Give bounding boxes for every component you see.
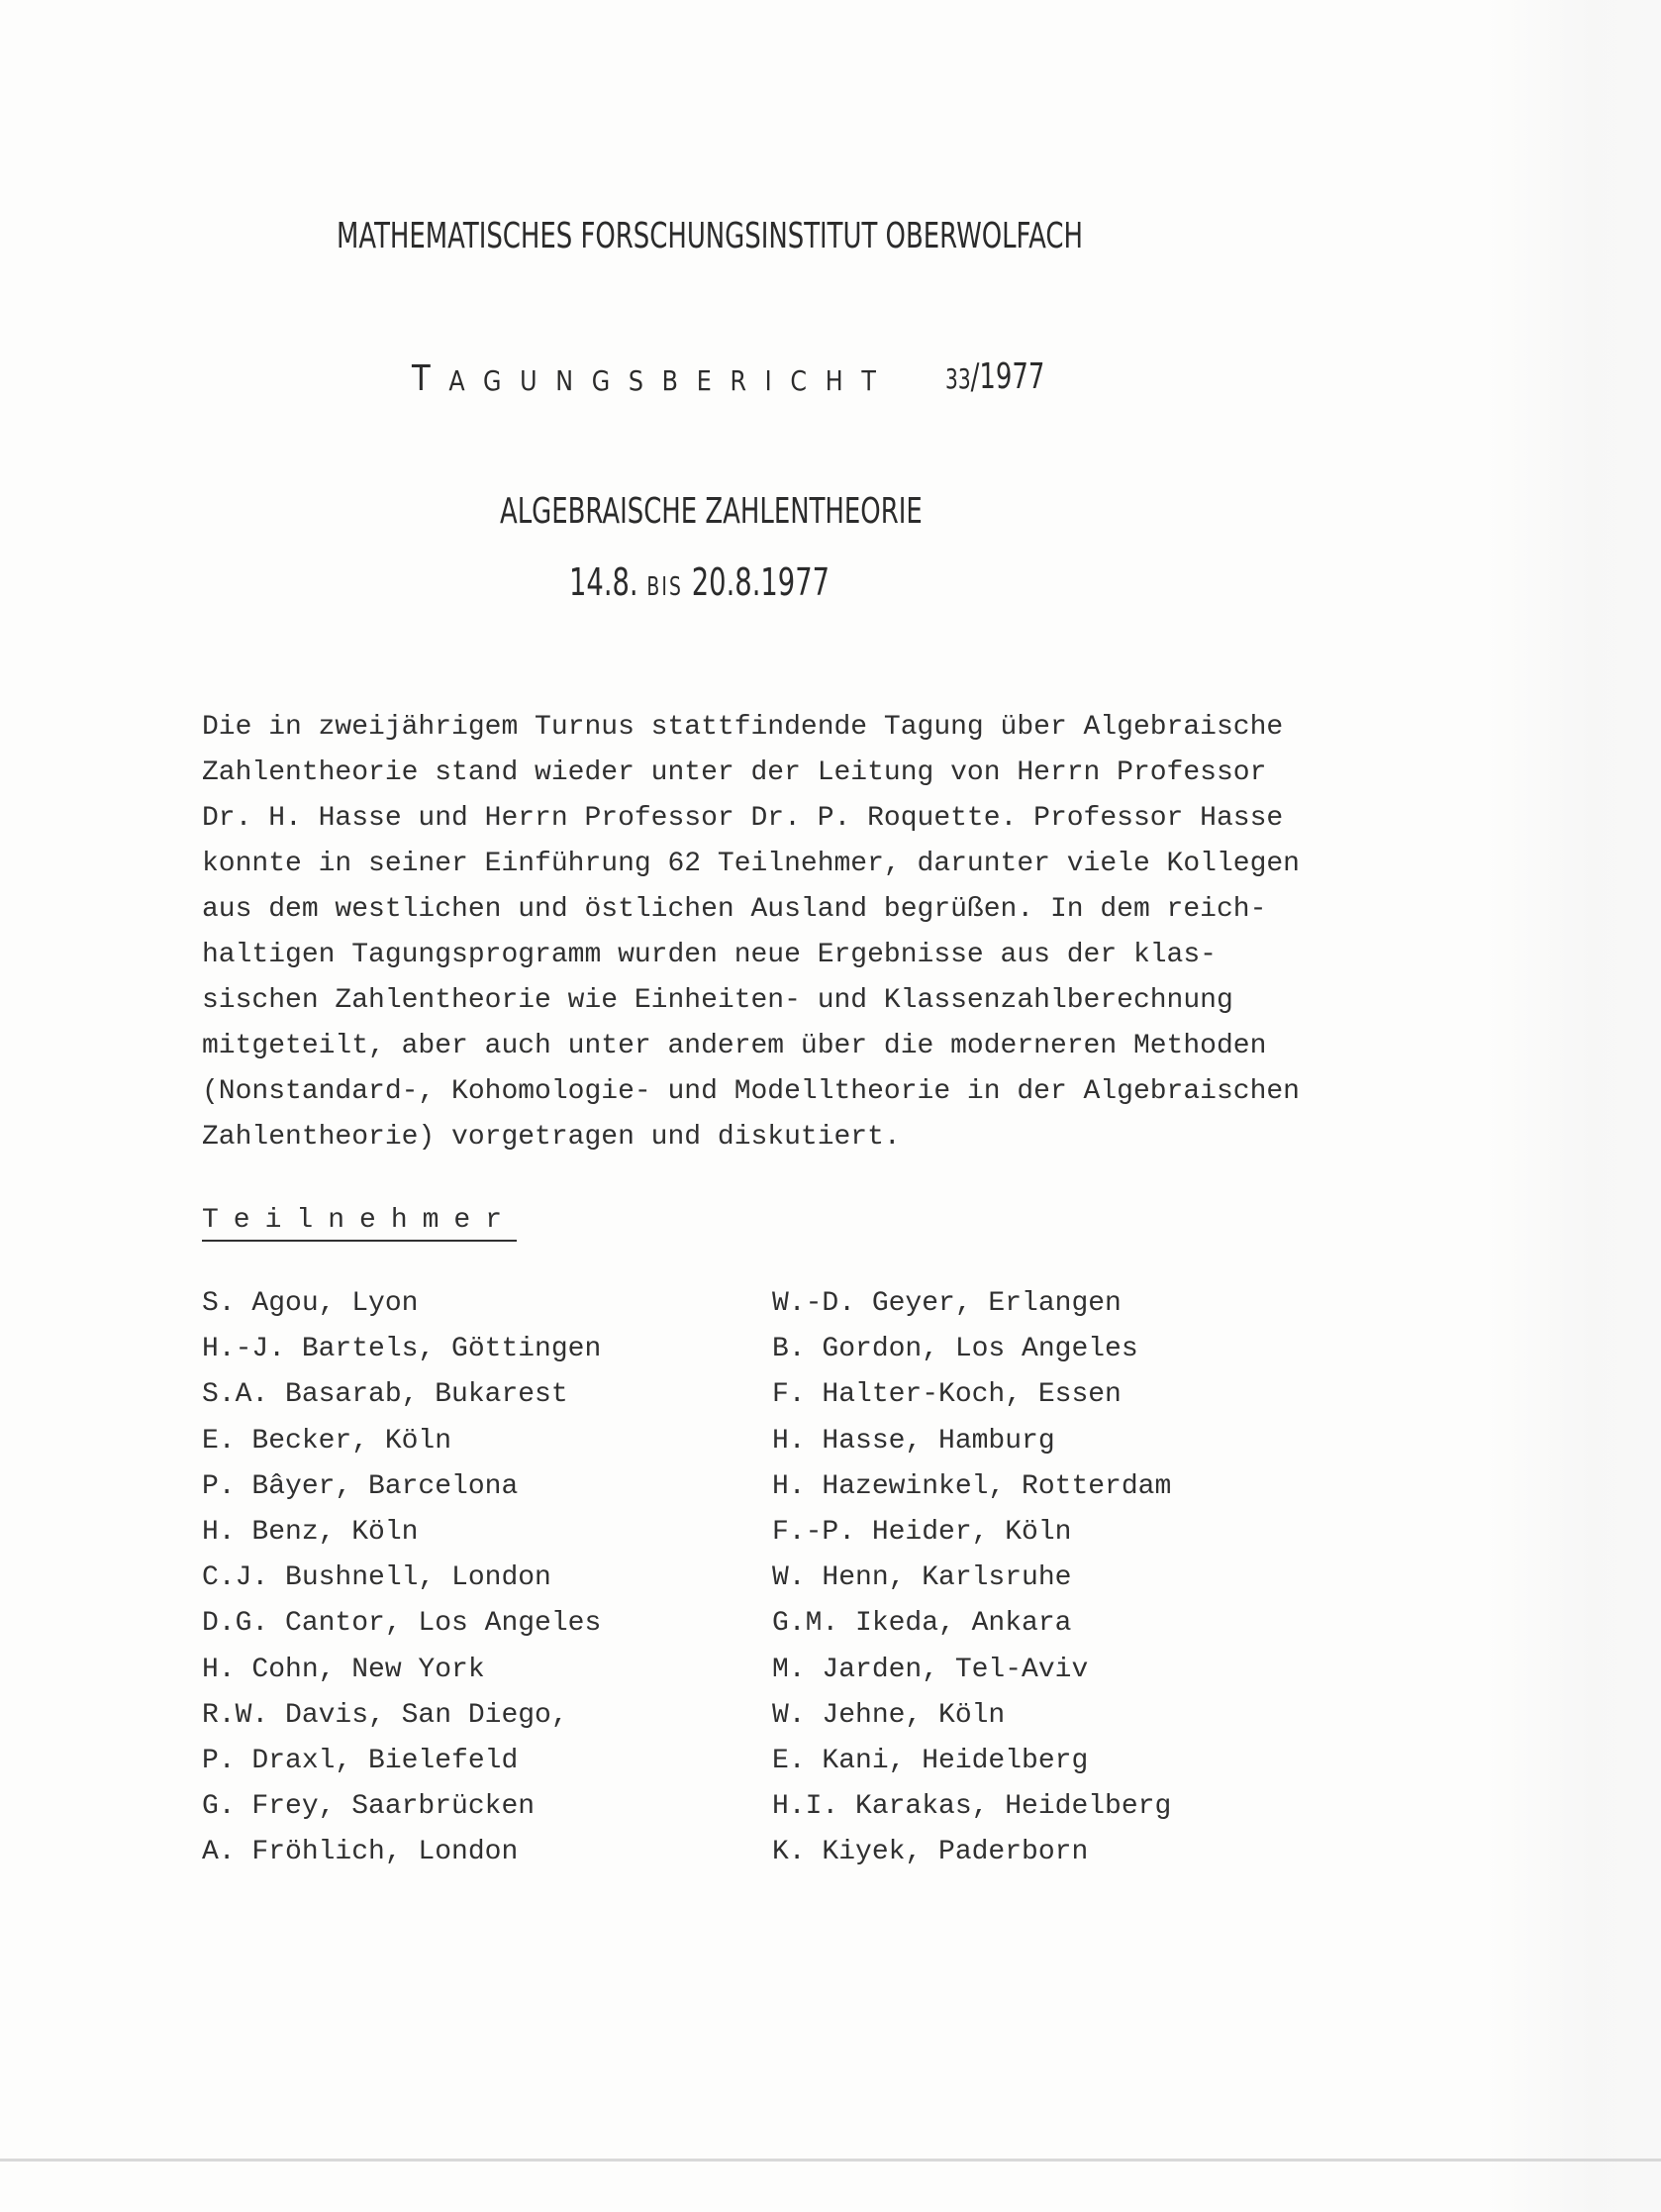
participant-entry: A. Fröhlich, London bbox=[202, 1837, 519, 1868]
participant-entry: K. Kiyek, Paderborn bbox=[772, 1837, 1089, 1868]
participants-left-column bbox=[202, 1281, 601, 1875]
participant-entry: H. Hasse, Hamburg bbox=[772, 1425, 1055, 1457]
participant-entry: H. Hazewinkel, Rotterdam bbox=[772, 1470, 1172, 1502]
intro-line: aus dem westlichen und östlichen Ausland begrüßen. In dem reich- bbox=[202, 894, 1267, 925]
report-number-year: /1977 bbox=[970, 356, 1045, 397]
participant-entry: H. Cohn, New York bbox=[202, 1654, 485, 1685]
participant-entry: F.-P. Heider, Köln bbox=[772, 1516, 1072, 1548]
intro-line: konnte in seiner Einführung 62 Teilnehmer, darunter viele Kollegen bbox=[202, 849, 1300, 879]
participant-entry: W. Henn, Karlsruhe bbox=[772, 1562, 1072, 1594]
conference-dates bbox=[569, 560, 830, 604]
intro-line: Zahlentheorie) vorgetragen und diskutiert. bbox=[202, 1122, 901, 1153]
institute-title: MATHEMATISCHES FORSCHUNGSINSTITUT OBERWOLFACH bbox=[337, 216, 1083, 256]
participant-entry: S.A. Basarab, Bukarest bbox=[202, 1379, 568, 1411]
participant-entry: H.I. Karakas, Heidelberg bbox=[772, 1791, 1172, 1823]
report-number-num: 33 bbox=[945, 362, 971, 395]
bottom-scan-rule bbox=[0, 2159, 1661, 2162]
participant-entry: B. Gordon, Los Angeles bbox=[772, 1334, 1138, 1365]
participant-entry: W. Jehne, Köln bbox=[772, 1699, 1006, 1731]
scan-edge-shadow bbox=[1485, 0, 1661, 2212]
participant-entry: G. Frey, Saarbrücken bbox=[202, 1791, 536, 1823]
participant-entry: G.M. Ikeda, Ankara bbox=[772, 1608, 1072, 1640]
participants-heading: Teilnehmer bbox=[202, 1204, 517, 1242]
intro-line: (Nonstandard-, Kohomologie- und Modelltheorie in der Algebraischen bbox=[202, 1076, 1300, 1107]
participant-entry: M. Jarden, Tel-Aviv bbox=[772, 1654, 1089, 1685]
conference-title: ALGEBRAISCHE ZAHLENTHEORIE bbox=[500, 491, 923, 532]
report-label-rest: AGUNGSBERICHT bbox=[448, 364, 895, 397]
date-start: 14.8. bbox=[569, 560, 638, 604]
participant-entry: P. Bâyer, Barcelona bbox=[202, 1470, 519, 1502]
intro-line: Die in zweijährigem Turnus stattfindende Tagung über Algebraische bbox=[202, 712, 1284, 743]
participant-entry: P. Draxl, Bielefeld bbox=[202, 1745, 519, 1776]
intro-line: haltigen Tagungsprogramm wurden neue Ergebnisse aus der klas- bbox=[202, 940, 1217, 970]
intro-line: sischen Zahlentheorie wie Einheiten- und Klassenzahlberechnung bbox=[202, 985, 1233, 1016]
participants-right-column bbox=[772, 1281, 1171, 1875]
participant-entry: E. Kani, Heidelberg bbox=[772, 1745, 1089, 1776]
report-number bbox=[945, 356, 1044, 397]
participant-entry: C.J. Bushnell, London bbox=[202, 1562, 551, 1594]
participant-entry: F. Halter-Koch, Essen bbox=[772, 1379, 1122, 1411]
participant-entry: H.-J. Bartels, Göttingen bbox=[202, 1334, 602, 1365]
report-label bbox=[412, 358, 895, 399]
intro-line: Dr. H. Hasse und Herrn Professor Dr. P. Roquette. Professor Hasse bbox=[202, 803, 1284, 834]
intro-paragraph bbox=[202, 705, 1429, 1160]
participant-entry: D.G. Cantor, Los Angeles bbox=[202, 1608, 602, 1640]
intro-line: Zahlentheorie stand wieder unter der Leitung von Herrn Professor bbox=[202, 757, 1267, 788]
report-label-initial: T bbox=[412, 358, 449, 399]
participant-entry: R.W. Davis, San Diego, bbox=[202, 1699, 568, 1731]
participant-entry: W.-D. Geyer, Erlangen bbox=[772, 1288, 1122, 1319]
participant-entry: E. Becker, Köln bbox=[202, 1425, 452, 1457]
participant-entry: S. Agou, Lyon bbox=[202, 1288, 419, 1319]
participant-entry: H. Benz, Köln bbox=[202, 1516, 419, 1548]
date-separator: BIS bbox=[646, 572, 684, 602]
date-end: 20.8.1977 bbox=[691, 560, 830, 604]
intro-line: mitgeteilt, aber auch unter anderem über die moderneren Methoden bbox=[202, 1031, 1267, 1061]
